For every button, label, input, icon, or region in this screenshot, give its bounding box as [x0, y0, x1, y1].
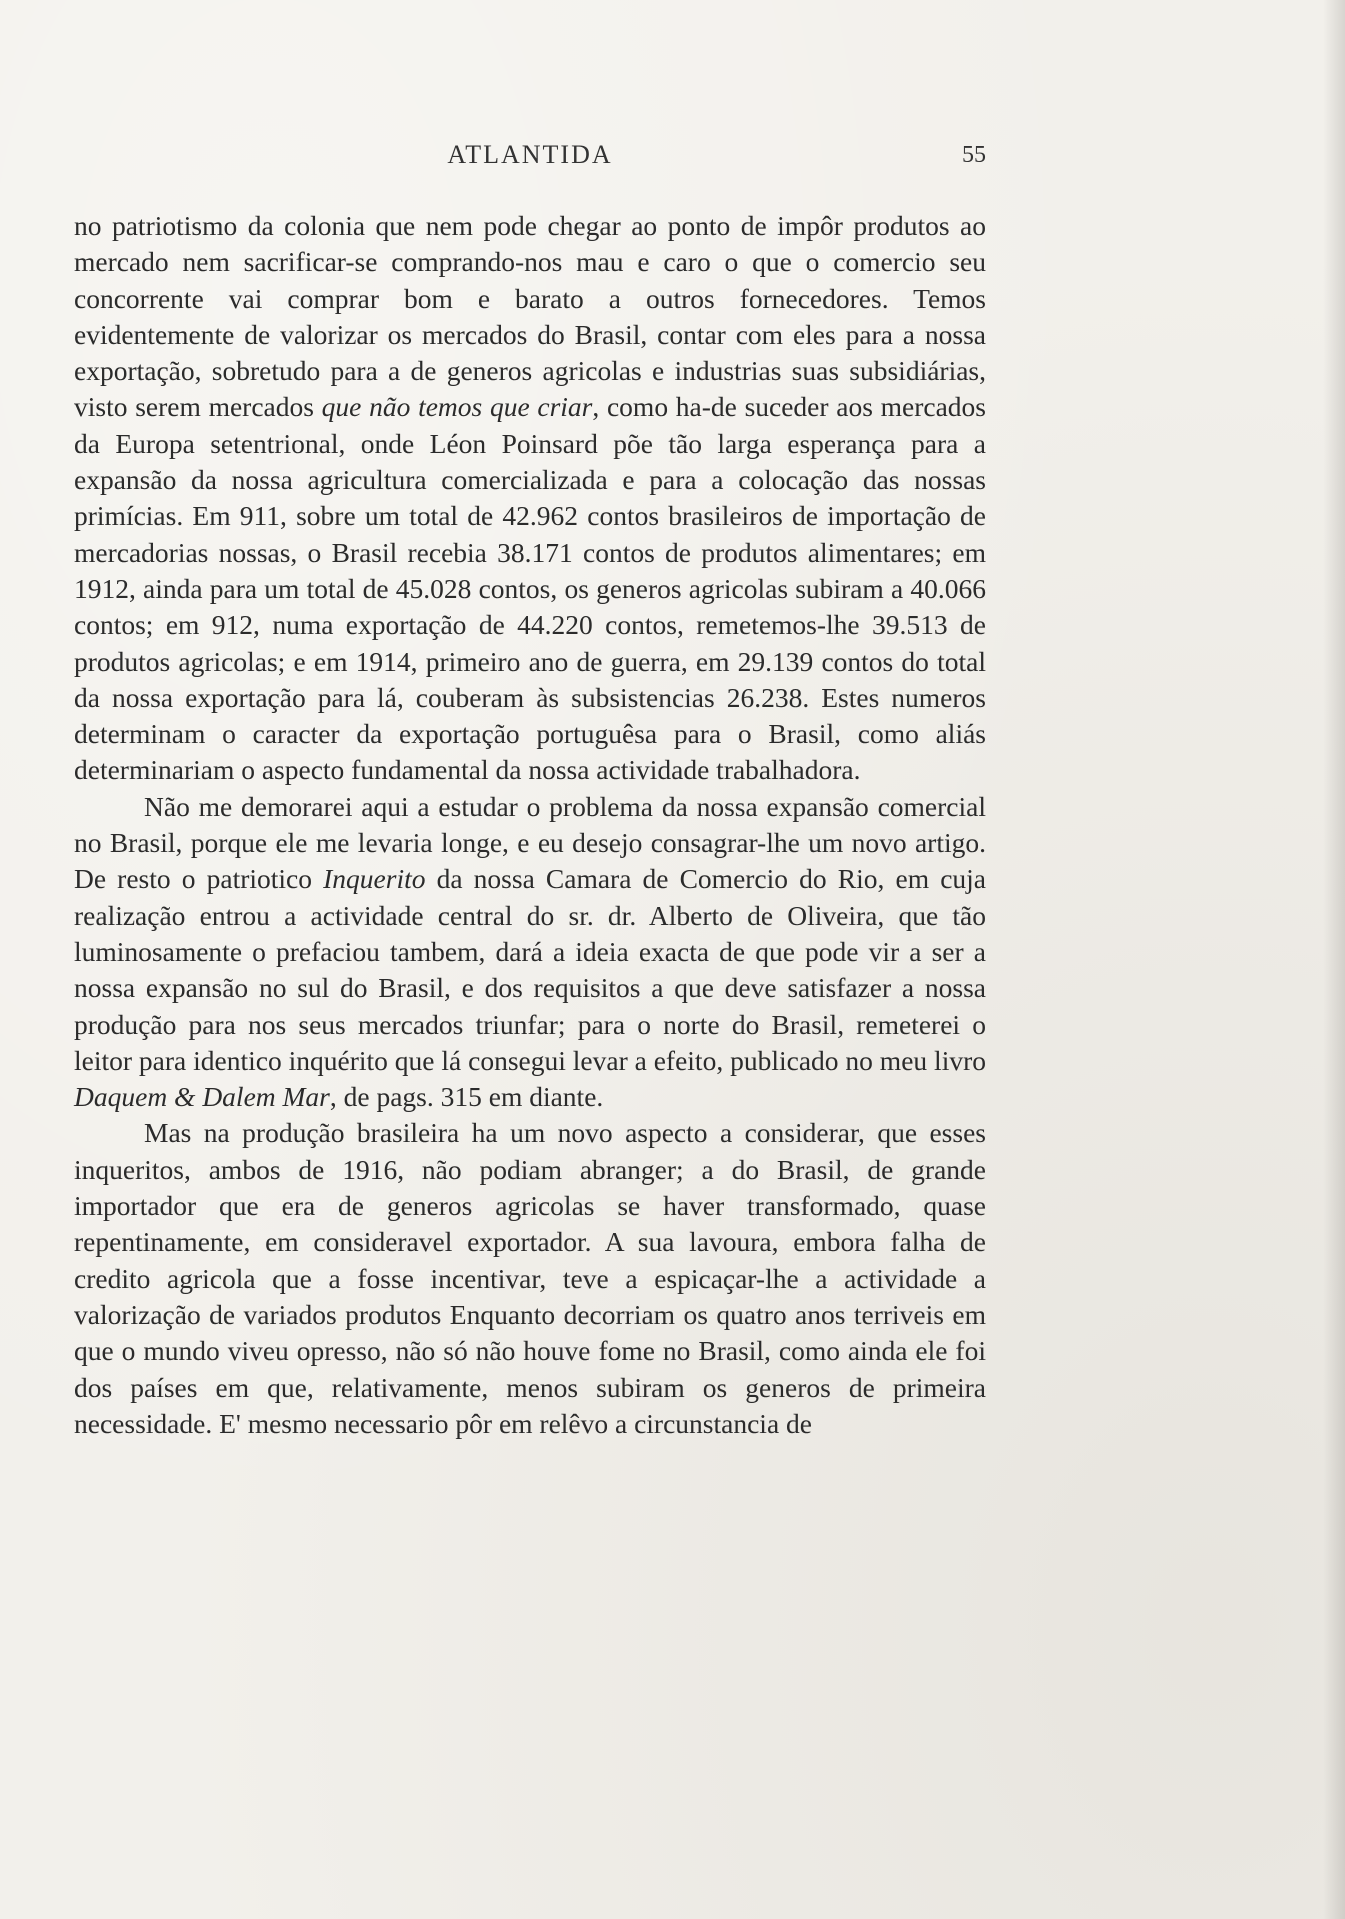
italic-book-title: Daquem & Dalem Mar [74, 1081, 330, 1113]
paragraph-1 [74, 208, 986, 789]
text-segment: no patriotismo da colonia que nem pode chegar ao ponto de impôr produtos ao mercado nem sacrificar-se comprando-nos mau e caro o que o comercio seu concorrente vai comprar bom e barato a outros fornecedores. Temos evidentemente de valorizar os mercados do Brasil, contar com eles para a nossa exportação, sobretudo para a de generos agricolas e industrias suas subsidiárias, visto serem mercados [74, 210, 986, 423]
italic-phrase: que não temos que criar [321, 391, 593, 423]
running-title: ATLANTIDA [447, 140, 613, 169]
page-edge-shadow [1323, 0, 1345, 1919]
italic-title-inquerito: Inquerito [323, 863, 426, 895]
text-segment: , como ha-de suceder aos mercados da Europa setentrional, onde Léon Poinsard põe tão larga esperança para a expansão da nossa agricultura comercializada e para a colocação das nossas primícias. Em 911, sobre um total de 42.962 contos brasileiros de importação de mercadorias nossas, o Brasil recebia 38.171 contos de produtos alimentares; em 1912, ainda para um total de 45.028 contos, os generos agricolas subiram a 40.066 contos; em 912, numa exportação de 44.220 contos, remetemos-lhe 39.513 de produtos agricolas; e em 1914, primeiro ano de guerra, em 29.139 contos do total da nossa exportação para lá, couberam às subsistencias 26.238. Estes numeros determinam o caracter da exportação portuguêsa para o Brasil, como aliás determinariam o aspecto fundamental da nossa actividade trabalhadora. [74, 391, 987, 786]
paragraph-3 [74, 1115, 986, 1442]
text-segment: da nossa Camara de Comercio do Rio, em cuja realização entrou a actividade central do sr. dr. Alberto de Oliveira, que tão luminosamente o prefaciou tambem, dará a ideia exacta de que pode vir a ser a nossa expansão no sul do Brasil, e dos requisitos a que deve satisfazer a nossa produção para nos seus mercados triunfar; para o norte do Brasil, remeterei o leitor para identico inquérito que lá consegui levar a efeito, publicado no meu livro [74, 863, 987, 1076]
text-segment: Mas na produção brasileira ha um novo aspecto a considerar, que esses inqueritos, ambos de 1916, não podiam abranger; a do Brasil, de grande importador que era de generos agricolas se haver transformado, quase repentinamente, em consideravel exportador. A sua lavoura, embora falha de credito agricola que a fosse incentivar, teve a espicaçar-lhe a actividade a valorização de variados produtos Enquanto decorriam os quatro anos terriveis em que o mundo viveu opresso, não só não houve fome no Brasil, como ainda ele foi dos países em que, relativamente, menos subiram os generos de primeira necessidade. E' mesmo necessario pôr em relêvo a circunstancia de [74, 1117, 986, 1439]
page-number: 55 [962, 142, 986, 168]
text-segment: , de pags. 315 em diante. [329, 1081, 604, 1113]
text-segment: Não me demorarei aqui a estudar o problema da nossa expansão comercial no Brasil, porque ele me levaria longe, e eu desejo consagrar-lhe um novo artigo. De resto o patriotico [74, 790, 986, 895]
body-text [74, 208, 986, 1442]
paragraph-2 [74, 789, 986, 1116]
page-header [74, 140, 986, 174]
